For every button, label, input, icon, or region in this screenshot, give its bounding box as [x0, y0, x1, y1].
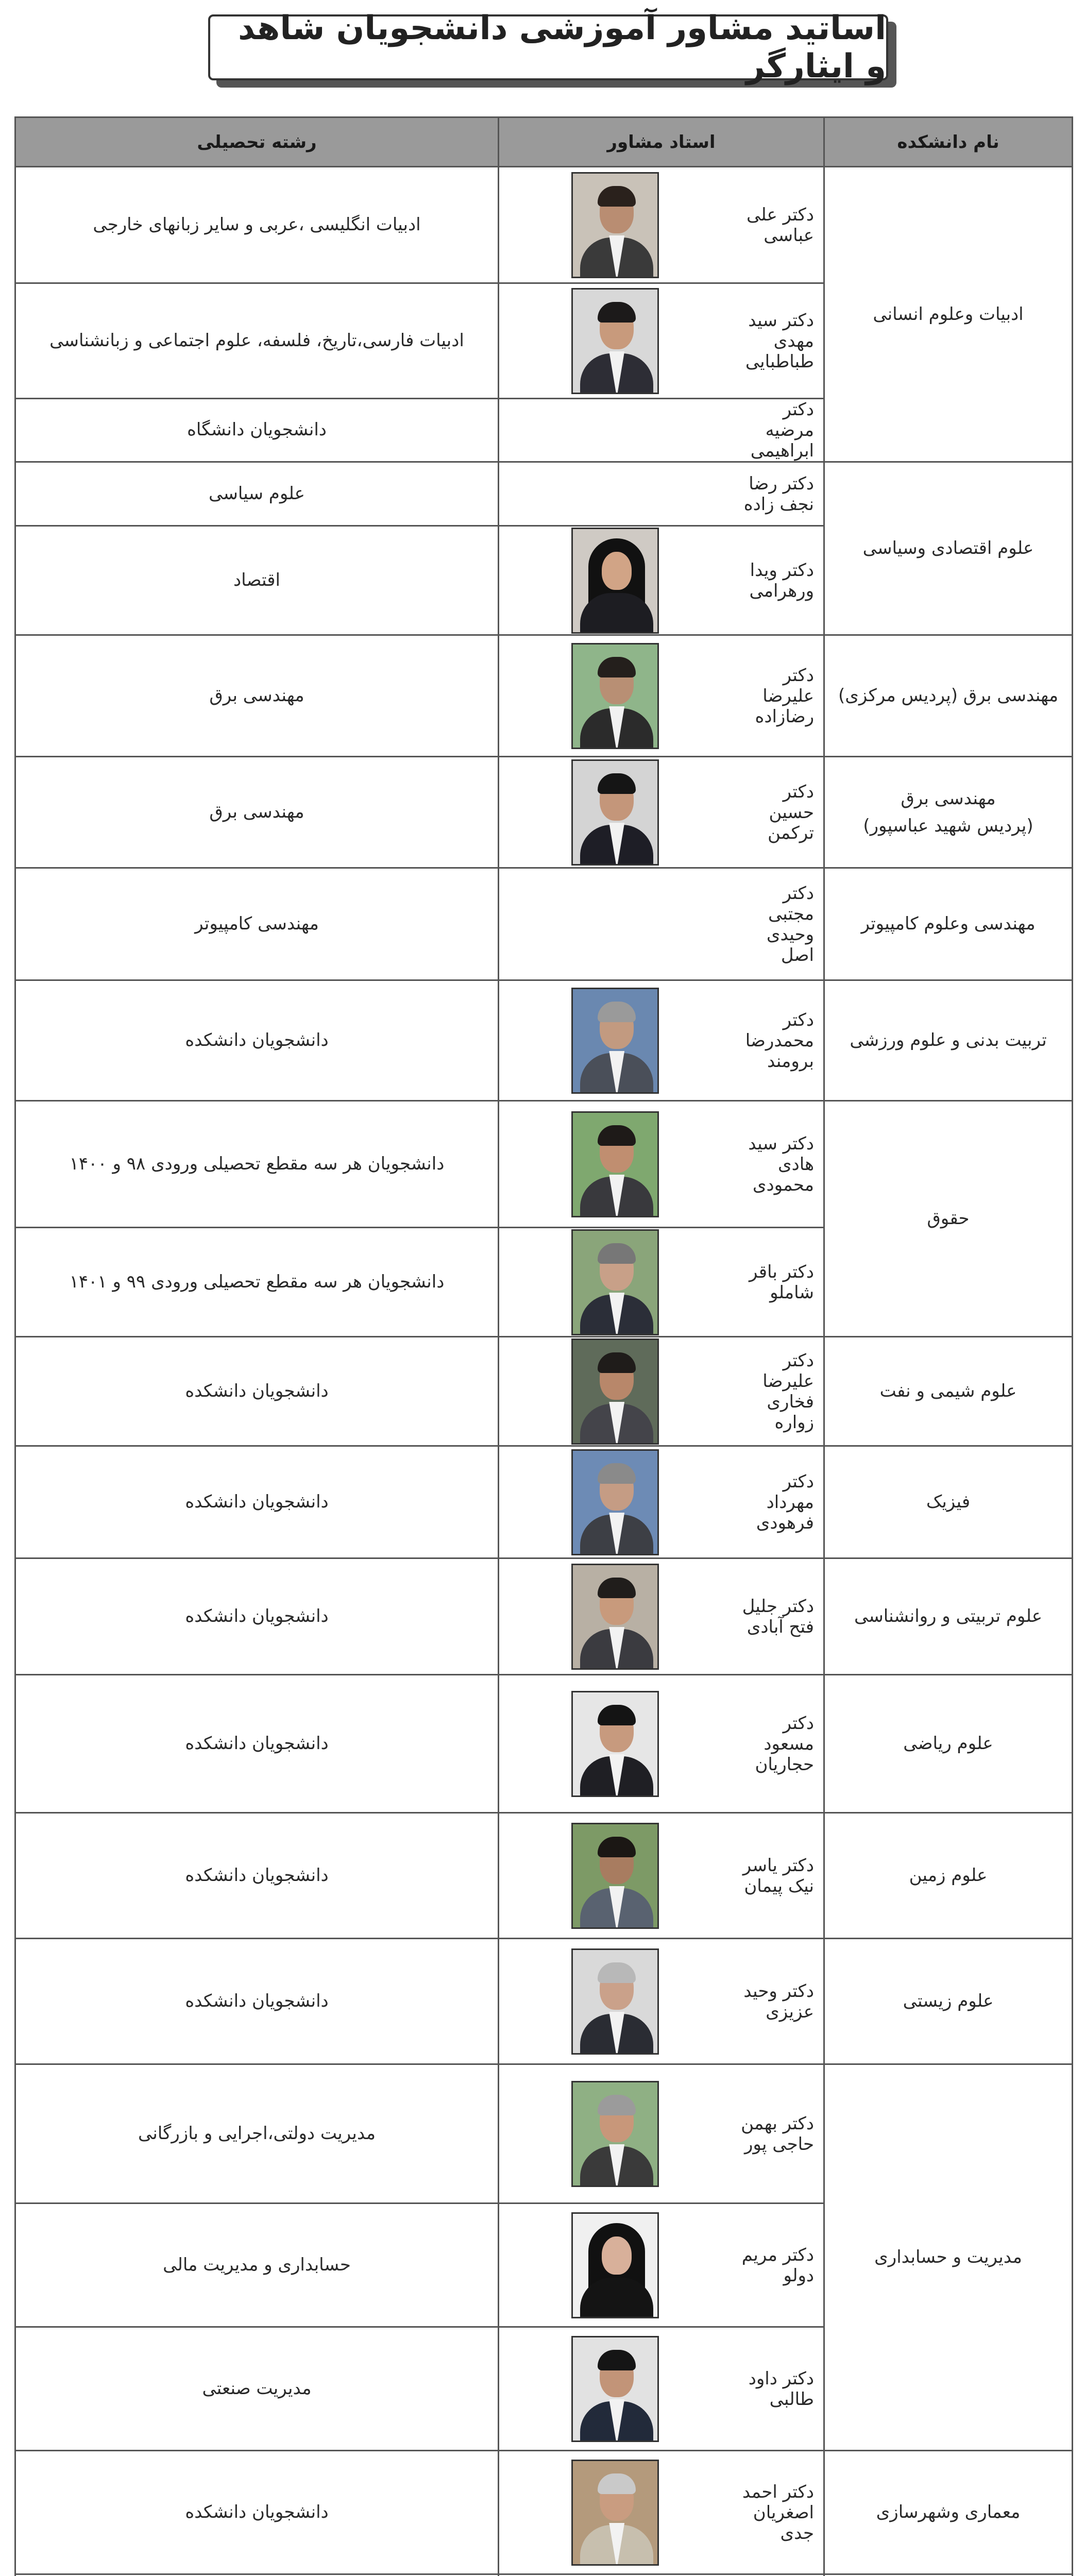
study-field: دانشجویان دانشکده [15, 1558, 499, 1675]
advisor-photo [571, 1691, 659, 1797]
advisor-photo-cell [499, 2064, 732, 2204]
advisor-name [732, 2574, 824, 2576]
advisor-name: دکتر مریم دولو [732, 2204, 824, 2327]
advisor-photo [571, 2081, 659, 2187]
table-row [15, 757, 1073, 868]
page-title: اساتید مشاور آموزشی دانشجویان شاهد و ایثارگر [238, 9, 886, 86]
advisor-name: دکتر سید هادی محمودی [732, 1101, 824, 1228]
study-field: دانشجویان دانشکده [15, 1939, 499, 2064]
advisor-name: دکتر علی عباسی [732, 167, 824, 283]
table-row [15, 1813, 1073, 1939]
advisor-photo [571, 172, 659, 278]
advisor-name: دکتر سید مهدی طباطبایی [732, 283, 824, 399]
advisor-name: دکتر یاسر نیک پیمان [732, 1813, 824, 1939]
advisor-photo-cell [499, 1939, 732, 2064]
advisor-photo [571, 1823, 659, 1929]
header-advisor: استاد مشاور [499, 117, 824, 167]
table-header-row [15, 117, 1073, 167]
advisor-name: دکتر حسین ترکمن [732, 757, 824, 868]
table-row [15, 1558, 1073, 1675]
title-box [208, 9, 888, 86]
advisor-photo-cell [499, 868, 732, 980]
study-field: مهندسی برق [15, 757, 499, 868]
table-row [15, 2064, 1073, 2204]
faculty-name: علوم شیمی و نفت [824, 1337, 1073, 1446]
advisor-photo [571, 2336, 659, 2442]
advisor-photo [571, 1229, 659, 1335]
faculty-name: علوم اقتصادی وسیاسی [824, 462, 1073, 635]
table-row [15, 868, 1073, 980]
study-field: مهندسی کامپیوتر [15, 868, 499, 980]
faculty-name: ادبیات وعلوم انسانی [824, 167, 1073, 462]
study-field: دانشجویان دانشکده [15, 980, 499, 1101]
advisor-photo [571, 1564, 659, 1670]
study-field: دانشجویان دانشگاه [15, 399, 499, 462]
advisor-photo-cell [499, 980, 732, 1101]
advisor-photo-cell [499, 2574, 732, 2576]
advisor-photo-cell [499, 167, 732, 283]
table-row [15, 167, 1073, 283]
faculty-name: مهندسی برق (پردیس مرکزی) [824, 635, 1073, 757]
advisor-photo-cell [499, 635, 732, 757]
advisor-photo-cell [499, 1813, 732, 1939]
advisor-photo-cell [499, 2327, 732, 2451]
faculty-name: حقوق [824, 1101, 1073, 1337]
table-row [15, 2451, 1073, 2574]
advisor-photo-cell [499, 2451, 732, 2574]
study-field: دانشجویان هر سه مقطع تحصیلی ورودی ۹۸ و ۱۴۰۰ [15, 1101, 499, 1228]
advisor-photo-cell [499, 1675, 732, 1813]
table-row [15, 1446, 1073, 1558]
advisor-name: دکتر مرضیه ابراهیمی [732, 399, 824, 462]
faculty-name: معماری وشهرسازی [824, 2451, 1073, 2574]
advisor-photo [571, 528, 659, 634]
advisor-name: دکتر مهرداد فرهودی [732, 1446, 824, 1558]
advisor-photo-cell [499, 399, 732, 462]
study-field: دانشجویان دانشکده [15, 1675, 499, 1813]
faculty-name: تربیت بدنی و علوم ورزشی [824, 980, 1073, 1101]
advisors-table [14, 116, 1073, 2576]
advisor-name: دکتر مجتبی وحیدی اصل [732, 868, 824, 980]
advisor-name: دکتر محمدرضا برومند [732, 980, 824, 1101]
advisor-photo [571, 1338, 659, 1445]
table-row [15, 980, 1073, 1101]
advisor-name: دکتر ویدا ورهرامی [732, 526, 824, 635]
faculty-name: مهندسی برق (پردیس شهید عباسپور) [824, 757, 1073, 868]
advisor-photo [571, 759, 659, 866]
study-field [15, 2574, 499, 2576]
advisor-photo [571, 2460, 659, 2566]
table-row [15, 2574, 1073, 2576]
advisor-name: دکتر احمد اصغریان جدی [732, 2451, 824, 2574]
advisor-photo [571, 1948, 659, 2055]
faculty-name: مهندسی وعلوم کامپیوتر [824, 868, 1073, 980]
advisor-photo-cell [499, 2204, 732, 2327]
header-faculty: نام دانشکده [824, 117, 1073, 167]
study-field: اقتصاد [15, 526, 499, 635]
faculty-name [824, 2574, 1073, 2576]
advisor-name: دکتر جلیل فتح آبادی [732, 1558, 824, 1675]
advisor-name: دکتر بهمن حاجی پور [732, 2064, 824, 2204]
advisor-name: دکتر علیرضا رضازاده [732, 635, 824, 757]
table-row [15, 1675, 1073, 1813]
study-field: ادبیات فارسی،تاریخ، فلسفه، علوم اجتماعی و زبانشناسی [15, 283, 499, 399]
study-field: دانشجویان هر سه مقطع تحصیلی ورودی ۹۹ و ۱۴۰۱ [15, 1228, 499, 1337]
advisor-photo [571, 643, 659, 749]
advisor-photo-cell [499, 757, 732, 868]
faculty-name: علوم زمین [824, 1813, 1073, 1939]
faculty-name: فیزیک [824, 1446, 1073, 1558]
faculty-name: علوم ریاضی [824, 1675, 1073, 1813]
advisor-name: دکتر وحید عزیزی [732, 1939, 824, 2064]
advisor-photo-cell [499, 1446, 732, 1558]
advisor-name: دکتر داود طالبی [732, 2327, 824, 2451]
study-field: مدیریت دولتی،اجرایی و بازرگانی [15, 2064, 499, 2204]
table-row [15, 1337, 1073, 1446]
advisor-photo [571, 288, 659, 394]
faculty-name: مدیریت و حسابداری [824, 2064, 1073, 2451]
advisor-photo-cell [499, 1228, 732, 1337]
study-field: دانشجویان دانشکده [15, 2451, 499, 2574]
advisor-photo [571, 1449, 659, 1555]
advisor-photo [571, 2212, 659, 2318]
advisor-photo-cell [499, 1337, 732, 1446]
advisor-name: دکتر علیرضا فخاری زواره [732, 1337, 824, 1446]
study-field: حسابداری و مدیریت مالی [15, 2204, 499, 2327]
study-field: دانشجویان دانشکده [15, 1446, 499, 1558]
advisor-photo [571, 1111, 659, 1217]
study-field: مدیریت صنعتی [15, 2327, 499, 2451]
study-field: ادبیات انگلیسی ،عربی و سایر زبانهای خارجی [15, 167, 499, 283]
table-row [15, 1939, 1073, 2064]
table-row [15, 462, 1073, 526]
advisor-photo [571, 988, 659, 1094]
advisor-photo-cell [499, 1558, 732, 1675]
faculty-name: علوم تربیتی و روانشناسی [824, 1558, 1073, 1675]
advisor-name: دکتر رضا نجف زاده [732, 462, 824, 526]
study-field: دانشجویان دانشکده [15, 1813, 499, 1939]
study-field: دانشجویان دانشکده [15, 1337, 499, 1446]
table-row [15, 1101, 1073, 1228]
header-field: رشته تحصیلی [15, 117, 499, 167]
advisor-name: دکتر باقر شاملو [732, 1228, 824, 1337]
advisor-photo-cell [499, 462, 732, 526]
study-field: مهندسی برق [15, 635, 499, 757]
faculty-name: علوم زیستی [824, 1939, 1073, 2064]
study-field: علوم سیاسی [15, 462, 499, 526]
advisor-photo-cell [499, 526, 732, 635]
advisor-name: دکتر مسعود حجاریان [732, 1675, 824, 1813]
advisor-photo-cell [499, 1101, 732, 1228]
table-row [15, 635, 1073, 757]
advisor-photo-cell [499, 283, 732, 399]
